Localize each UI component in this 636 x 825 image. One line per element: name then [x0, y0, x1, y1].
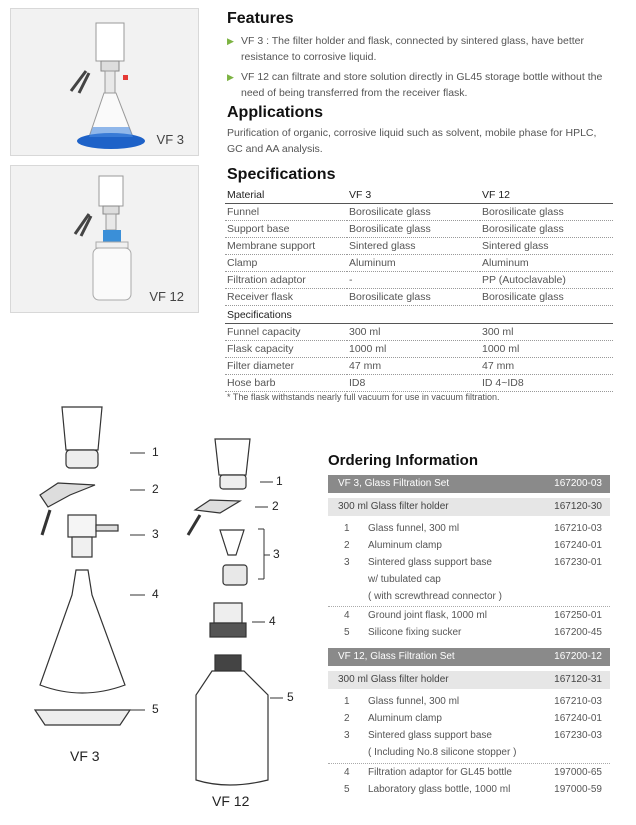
vf12-set-bar: VF 12, Glass Filtration Set 167200-12 — [328, 648, 610, 666]
table-row: Flask capacity 1000 ml 1000 ml — [225, 341, 613, 358]
table-row: Filtration adaptor - PP (Autoclavable) — [225, 272, 613, 289]
table-row: Hose barb ID8 ID 4~ID8 — [225, 375, 613, 392]
vf12-stopper — [223, 565, 247, 585]
vf12-part-number: 2 — [272, 499, 279, 513]
order-item: 2 Aluminum clamp 167240-01 — [344, 540, 602, 551]
order-item: 3 Sintered glass support base 167230-01 — [344, 557, 602, 568]
vf12-bottle — [196, 671, 268, 785]
material-spec-table — [225, 187, 613, 306]
specifications-heading: Specifications — [227, 166, 336, 183]
vf12-part-number: 1 — [276, 474, 283, 488]
table-row: Filter diameter 47 mm 47 mm — [225, 358, 613, 375]
vf3-part-number: 3 — [152, 527, 159, 541]
order-item: 2 Aluminum clamp 167240-01 — [344, 713, 602, 724]
table-header-row — [225, 307, 613, 324]
vf12-diagram-caption: VF 12 — [212, 793, 250, 809]
features-heading: Features — [227, 10, 294, 27]
column-header: VF 3 — [347, 187, 480, 204]
vf12-support-base — [220, 530, 244, 555]
column-header: VF 12 — [480, 187, 613, 204]
table-row: Clamp Aluminum Aluminum — [225, 255, 613, 272]
vf3-flask — [40, 570, 125, 693]
vf12-part-number: 3 — [273, 547, 280, 561]
ordering-heading: Ordering Information — [328, 452, 478, 469]
vf3-tubulation — [96, 525, 118, 531]
vf3-funnel-base — [66, 450, 98, 468]
table-row: Membrane support Sintered glass Sintered glass — [225, 238, 613, 255]
order-item: 3 Sintered glass support base 167230-03 — [344, 730, 602, 741]
divider — [328, 763, 610, 764]
vf12-funnel-base — [220, 475, 246, 489]
table-row: Support base Borosilicate glass Borosilicate glass — [225, 221, 613, 238]
applications-heading: Applications — [227, 104, 324, 121]
vf3-clamp-handle — [42, 510, 50, 535]
feature-item: ▶ VF 3 : The filter holder and flask, connected by sintered glass, have better resistance to corrosive liquid. — [227, 35, 584, 63]
vf12-photo — [10, 165, 199, 313]
order-item: ( with screwthread connector ) — [368, 591, 502, 602]
order-item: 5 Laboratory glass bottle, 1000 ml 197000-59 — [344, 784, 602, 795]
vf12-photo-caption: VF 12 — [149, 289, 184, 304]
features-list — [227, 33, 612, 105]
column-header: Material — [225, 187, 347, 204]
vf3-clamp — [40, 483, 95, 507]
vf3-photo-caption: VF 3 — [156, 132, 184, 147]
table-header-row — [225, 187, 613, 204]
vf3-support-base — [68, 515, 96, 537]
order-item: 4 Ground joint flask, 1000 ml 167250-01 — [344, 610, 602, 621]
vf12-clamp — [195, 500, 240, 513]
vf3-sucker — [35, 710, 130, 725]
order-item: 1 Glass funnel, 300 ml 167210-03 — [344, 523, 602, 534]
vf3-part-number: 5 — [152, 702, 159, 716]
vf12-part-number: 4 — [269, 614, 276, 628]
table-row: Funnel Borosilicate glass Borosilicate glass — [225, 204, 613, 221]
exploded-diagram — [0, 395, 320, 825]
order-item: w/ tubulated cap — [368, 574, 441, 585]
column-header: Specifications — [225, 307, 613, 324]
divider — [328, 606, 610, 607]
table-row: Receiver flask Borosilicate glass Borosilicate glass — [225, 289, 613, 306]
order-item: 5 Silicone fixing sucker 167200-45 — [344, 627, 602, 638]
vf3-holder-bar: 300 ml Glass filter holder 167120-30 — [328, 498, 610, 516]
vf12-part-number: 5 — [287, 690, 294, 704]
capacity-spec-table — [225, 307, 613, 392]
applications-text: Purification of organic, corrosive liquid such as solvent, mobile phase for HPLC, GC and AA analysis. — [227, 127, 597, 155]
vf3-photo — [10, 8, 199, 156]
table-row: Funnel capacity 300 ml 300 ml — [225, 324, 613, 341]
feature-item: ▶ VF 12 can filtrate and store solution directly in GL45 storage bottle without the need of being transferred from the receiver flask. — [227, 71, 603, 99]
vf12-adaptor — [214, 603, 242, 623]
order-item: 1 Glass funnel, 300 ml 167210-03 — [344, 696, 602, 707]
bullet-arrow-icon: ▶ — [227, 72, 234, 82]
vf3-part-number: 4 — [152, 587, 159, 601]
vf12-holder-bar: 300 ml Glass filter holder 167120-31 — [328, 671, 610, 689]
vf12-funnel — [215, 439, 250, 475]
vf3-funnel — [62, 407, 102, 450]
vf12-bottle-cap — [215, 655, 241, 671]
vf3-set-bar: VF 3, Glass Filtration Set 167200-03 — [328, 475, 610, 493]
order-item: 4 Filtration adaptor for GL45 bottle 197000-65 — [344, 767, 602, 778]
vacuum-note: * The flask withstands nearly full vacuum for use in vacuum filtration. — [227, 392, 500, 402]
order-item: ( Including No.8 silicone stopper ) — [368, 747, 517, 758]
vf3-part-number: 1 — [152, 445, 159, 459]
vf3-part-number: 2 — [152, 482, 159, 496]
bullet-arrow-icon: ▶ — [227, 36, 234, 46]
vf3-diagram-caption: VF 3 — [70, 748, 100, 764]
